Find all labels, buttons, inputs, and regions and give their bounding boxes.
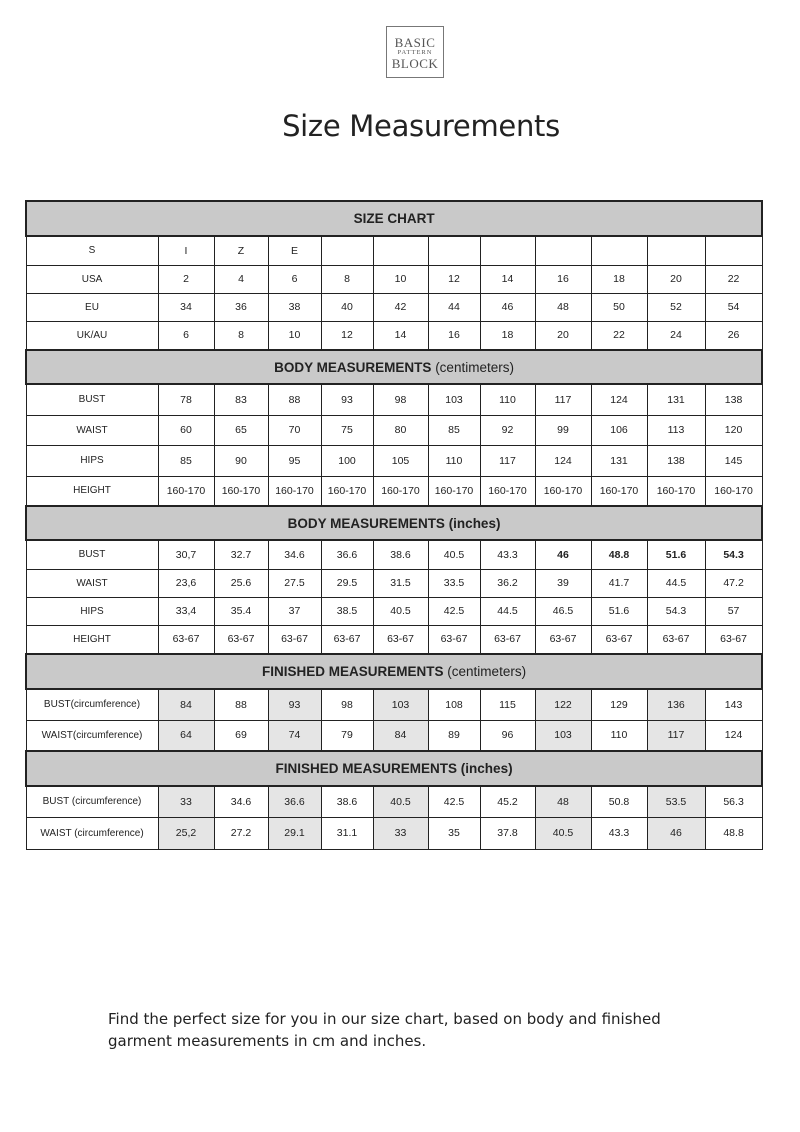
body-in-heading	[26, 506, 762, 540]
table-cell: 33,4	[158, 597, 214, 625]
table-cell: I	[158, 236, 214, 265]
table-cell: 16	[535, 265, 591, 293]
table-cell	[647, 236, 705, 265]
row-label: WAIST(circumference)	[26, 720, 158, 751]
table-cell: 18	[591, 265, 647, 293]
table-cell: 70	[268, 415, 321, 445]
table-cell: 105	[373, 445, 428, 476]
table-cell: 63-67	[535, 625, 591, 654]
table-cell: 88	[268, 384, 321, 415]
table-cell: 40	[321, 293, 373, 321]
size-chart-heading-text: SIZE CHART	[353, 211, 435, 226]
table-cell: 8	[214, 321, 268, 350]
table-row	[26, 265, 762, 293]
row-label: WAIST (circumference)	[26, 817, 158, 849]
table-cell: 34.6	[214, 786, 268, 817]
table-cell: 110	[591, 720, 647, 751]
table-cell: 46	[535, 540, 591, 569]
table-cell: E	[268, 236, 321, 265]
table-row	[26, 597, 762, 625]
table-cell: 117	[647, 720, 705, 751]
table-row	[26, 321, 762, 350]
table-cell: 110	[428, 445, 480, 476]
table-cell: 64	[158, 720, 214, 751]
table-cell: 98	[373, 384, 428, 415]
table-row	[26, 817, 762, 849]
table-cell: 39	[535, 569, 591, 597]
table-cell: 33	[158, 786, 214, 817]
row-label: BUST	[26, 540, 158, 569]
table-cell: 20	[535, 321, 591, 350]
body-in-heading-text: BODY MEASUREMENTS (inches)	[287, 515, 501, 531]
table-cell: 12	[428, 265, 480, 293]
table-cell: 35.4	[214, 597, 268, 625]
table-cell: 36.6	[321, 540, 373, 569]
table-row	[26, 786, 762, 817]
row-label: EU	[26, 293, 158, 321]
table-cell: 160-170	[321, 476, 373, 506]
table-cell: 47.2	[705, 569, 762, 597]
table-cell: 18	[480, 321, 535, 350]
table-cell: 117	[480, 445, 535, 476]
table-cell: 117	[535, 384, 591, 415]
table-cell: 57	[705, 597, 762, 625]
table-cell: 40.5	[373, 597, 428, 625]
table-cell: 124	[705, 720, 762, 751]
table-cell: 136	[647, 689, 705, 720]
table-cell: 60	[158, 415, 214, 445]
table-cell: 48	[535, 786, 591, 817]
table-cell: 10	[268, 321, 321, 350]
table-cell: 10	[373, 265, 428, 293]
table-cell	[535, 236, 591, 265]
table-cell	[321, 236, 373, 265]
row-label: HEIGHT	[26, 625, 158, 654]
table-cell: 108	[428, 689, 480, 720]
table-cell: 6	[158, 321, 214, 350]
table-cell: 27.2	[214, 817, 268, 849]
row-label: BUST(circumference)	[26, 689, 158, 720]
table-cell	[591, 236, 647, 265]
row-label: HEIGHT	[26, 476, 158, 506]
row-label: HIPS	[26, 597, 158, 625]
table-cell: 37	[268, 597, 321, 625]
table-cell: 160-170	[214, 476, 268, 506]
table-cell: 31.5	[373, 569, 428, 597]
row-label: HIPS	[26, 445, 158, 476]
table-cell: 30,7	[158, 540, 214, 569]
table-cell: 63-67	[647, 625, 705, 654]
table-cell: 63-67	[158, 625, 214, 654]
table-cell: 35	[428, 817, 480, 849]
table-cell: 52	[647, 293, 705, 321]
table-cell: 33.5	[428, 569, 480, 597]
table-row	[26, 293, 762, 321]
table-cell: 63-67	[214, 625, 268, 654]
table-cell: 23,6	[158, 569, 214, 597]
table-cell: 29.5	[321, 569, 373, 597]
table-cell	[480, 236, 535, 265]
table-row	[26, 720, 762, 751]
table-cell: 160-170	[647, 476, 705, 506]
table-cell: 124	[591, 384, 647, 415]
table-cell: 48.8	[705, 817, 762, 849]
table-cell: 6	[268, 265, 321, 293]
table-cell: 36.6	[268, 786, 321, 817]
table-cell: 103	[428, 384, 480, 415]
row-label: BUST (circumference)	[26, 786, 158, 817]
table-cell: 160-170	[428, 476, 480, 506]
table-cell	[705, 236, 762, 265]
logo-line-3: BLOCK	[391, 56, 439, 71]
table-cell: 44	[428, 293, 480, 321]
table-cell: 14	[480, 265, 535, 293]
table-cell: 40.5	[373, 786, 428, 817]
table-cell: 89	[428, 720, 480, 751]
table-cell: 56.3	[705, 786, 762, 817]
table-row	[26, 540, 762, 569]
table-cell: 88	[214, 689, 268, 720]
table-cell: 43.3	[591, 817, 647, 849]
table-cell: 16	[428, 321, 480, 350]
table-cell: 63-67	[268, 625, 321, 654]
table-row	[26, 569, 762, 597]
table-row	[26, 384, 762, 415]
body-cm-heading	[26, 350, 762, 384]
table-cell: 98	[321, 689, 373, 720]
table-cell: 41.7	[591, 569, 647, 597]
finished-cm-heading-text: FINISHED MEASUREMENTS	[262, 664, 444, 679]
table-cell: 29.1	[268, 817, 321, 849]
table-cell: 22	[705, 265, 762, 293]
table-cell: 75	[321, 415, 373, 445]
table-cell: 38.6	[373, 540, 428, 569]
table-cell: 36.2	[480, 569, 535, 597]
table-cell: 46.5	[535, 597, 591, 625]
table-cell: 46	[647, 817, 705, 849]
table-cell: 100	[321, 445, 373, 476]
table-cell: 36	[214, 293, 268, 321]
table-cell: 160-170	[591, 476, 647, 506]
table-row	[26, 445, 762, 476]
table-cell: 93	[268, 689, 321, 720]
table-cell: 90	[214, 445, 268, 476]
table-cell: 53.5	[647, 786, 705, 817]
table-cell: 115	[480, 689, 535, 720]
table-cell: 54.3	[647, 597, 705, 625]
table-cell: 83	[214, 384, 268, 415]
row-label: UK/AU	[26, 321, 158, 350]
table-cell: 12	[321, 321, 373, 350]
table-cell: 48	[535, 293, 591, 321]
table-cell: 26	[705, 321, 762, 350]
table-cell: 78	[158, 384, 214, 415]
table-cell: 43.3	[480, 540, 535, 569]
table-cell: 8	[321, 265, 373, 293]
table-cell: 46	[480, 293, 535, 321]
table-cell: 27.5	[268, 569, 321, 597]
table-cell: 160-170	[158, 476, 214, 506]
table-cell: 34	[158, 293, 214, 321]
table-cell: 160-170	[268, 476, 321, 506]
table-cell: 54	[705, 293, 762, 321]
table-cell: 40.5	[535, 817, 591, 849]
table-cell: 63-67	[428, 625, 480, 654]
table-cell: 85	[158, 445, 214, 476]
table-cell: 44.5	[480, 597, 535, 625]
finished-cm-heading	[26, 654, 762, 689]
table-cell: 138	[705, 384, 762, 415]
table-cell: 24	[647, 321, 705, 350]
table-cell	[428, 236, 480, 265]
table-row	[26, 625, 762, 654]
table-cell: 131	[591, 445, 647, 476]
table-cell: 106	[591, 415, 647, 445]
table-cell: 92	[480, 415, 535, 445]
table-row	[26, 415, 762, 445]
table-cell: 20	[647, 265, 705, 293]
table-cell: 50	[591, 293, 647, 321]
table-cell: 63-67	[480, 625, 535, 654]
table-cell: 110	[480, 384, 535, 415]
table-cell: 99	[535, 415, 591, 445]
logo-line-2: PATTERN	[397, 49, 433, 56]
table-cell: 65	[214, 415, 268, 445]
table-cell: 131	[647, 384, 705, 415]
table-cell: 51.6	[647, 540, 705, 569]
table-row	[26, 236, 762, 265]
table-cell: Z	[214, 236, 268, 265]
table-cell: 80	[373, 415, 428, 445]
table-cell: 63-67	[591, 625, 647, 654]
table-cell: 4	[214, 265, 268, 293]
table-cell: 74	[268, 720, 321, 751]
table-cell: 129	[591, 689, 647, 720]
table-cell: 160-170	[373, 476, 428, 506]
finished-cm-heading-unit: (centimeters)	[443, 664, 527, 679]
table-cell: 38.6	[321, 786, 373, 817]
table-cell: 122	[535, 689, 591, 720]
table-cell: 37.8	[480, 817, 535, 849]
table-cell: 51.6	[591, 597, 647, 625]
brand-logo	[386, 26, 444, 78]
body-in-header-row	[26, 506, 762, 540]
footer-text: Find the perfect size for you in our size chart, based on body and finished garment measurements in cm and inches.	[108, 1010, 661, 1050]
table-row	[26, 476, 762, 506]
table-cell: 103	[373, 689, 428, 720]
row-label: WAIST	[26, 569, 158, 597]
row-label: S	[26, 236, 158, 265]
table-cell: 143	[705, 689, 762, 720]
table-cell: 32.7	[214, 540, 268, 569]
row-label: USA	[26, 265, 158, 293]
table-cell: 50.8	[591, 786, 647, 817]
table-cell: 84	[158, 689, 214, 720]
table-cell: 44.5	[647, 569, 705, 597]
table-cell: 138	[647, 445, 705, 476]
table-cell: 2	[158, 265, 214, 293]
table-cell: 63-67	[373, 625, 428, 654]
size-chart-heading	[26, 201, 762, 236]
table-cell: 96	[480, 720, 535, 751]
table-cell: 42.5	[428, 786, 480, 817]
table-cell: 79	[321, 720, 373, 751]
table-cell: 38	[268, 293, 321, 321]
finished-cm-header-row	[26, 654, 762, 689]
page-title: Size Measurements	[282, 109, 560, 143]
table-cell: 38.5	[321, 597, 373, 625]
finished-in-heading	[26, 751, 762, 786]
table-cell: 31.1	[321, 817, 373, 849]
table-cell: 45.2	[480, 786, 535, 817]
table-cell: 42.5	[428, 597, 480, 625]
table-cell: 95	[268, 445, 321, 476]
table-cell: 120	[705, 415, 762, 445]
table-cell: 85	[428, 415, 480, 445]
table-cell: 160-170	[705, 476, 762, 506]
table-cell: 25.6	[214, 569, 268, 597]
body-cm-header-row	[26, 350, 762, 384]
table-cell: 63-67	[321, 625, 373, 654]
table-cell: 34.6	[268, 540, 321, 569]
table-cell: 48.8	[591, 540, 647, 569]
finished-in-header-row	[26, 751, 762, 786]
table-cell: 160-170	[535, 476, 591, 506]
table-cell: 93	[321, 384, 373, 415]
row-label: BUST	[26, 384, 158, 415]
table-cell: 25,2	[158, 817, 214, 849]
table-cell: 33	[373, 817, 428, 849]
table-cell: 54.3	[705, 540, 762, 569]
table-cell: 124	[535, 445, 591, 476]
table-cell: 160-170	[480, 476, 535, 506]
logo-line-1: BASIC	[394, 35, 436, 50]
table-cell: 69	[214, 720, 268, 751]
table-cell: 40.5	[428, 540, 480, 569]
body-cm-heading-text: BODY MEASUREMENTS	[274, 359, 432, 375]
size-chart-table	[25, 200, 763, 850]
table-cell: 42	[373, 293, 428, 321]
table-cell: 103	[535, 720, 591, 751]
finished-in-heading-text: FINISHED MEASUREMENTS (inches)	[275, 761, 513, 776]
table-cell: 113	[647, 415, 705, 445]
table-row	[26, 689, 762, 720]
table-cell: 22	[591, 321, 647, 350]
table-cell: 145	[705, 445, 762, 476]
row-label: WAIST	[26, 415, 158, 445]
body-cm-heading-unit: (centimeters)	[431, 359, 514, 375]
size-chart-header-row	[26, 201, 762, 236]
table-cell: 84	[373, 720, 428, 751]
table-cell: 63-67	[705, 625, 762, 654]
table-cell	[373, 236, 428, 265]
table-cell: 14	[373, 321, 428, 350]
